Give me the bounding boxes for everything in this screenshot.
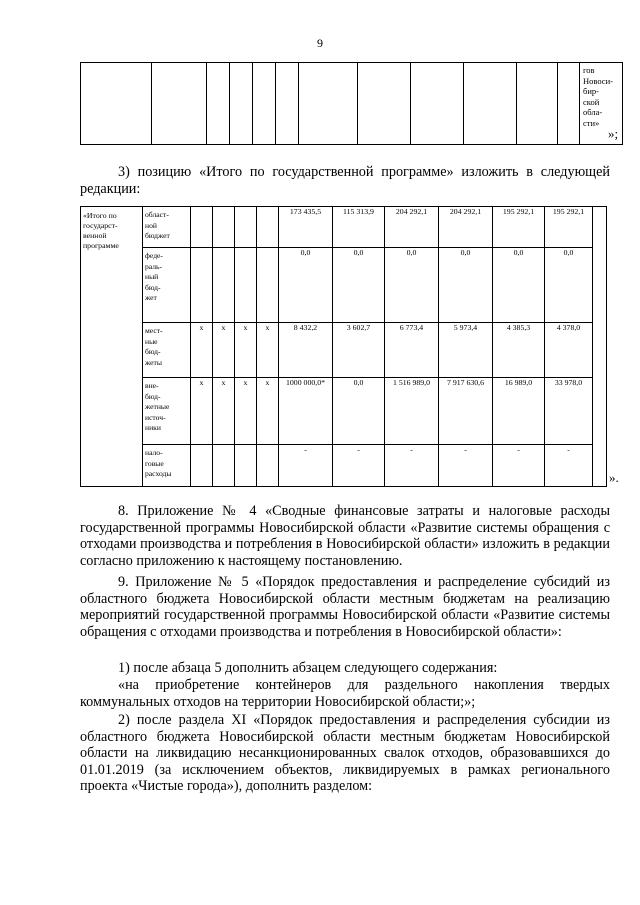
value-cell: -	[279, 445, 333, 487]
value-cell: -	[385, 445, 439, 487]
row-label-line: жеты	[145, 357, 162, 367]
marker-cell: х	[191, 378, 213, 445]
value-cell: 204 292,1	[439, 207, 493, 248]
fragment-cell	[517, 63, 558, 145]
row-label-cell	[143, 207, 191, 248]
row-label-line: жет	[145, 293, 157, 302]
value-cell: 0,0	[493, 248, 545, 323]
marker-cell: х	[257, 323, 279, 378]
row-label-line: ной	[145, 220, 157, 230]
fragment-cell	[558, 63, 580, 145]
marker-cell	[235, 445, 257, 487]
marker-cell: х	[235, 378, 257, 445]
value-cell: 0,0	[545, 248, 593, 323]
row-label-cell	[143, 248, 191, 323]
item-3-paragraph: 3) позицию «Итого по государственной программе» изложить в следующей редакции:	[80, 164, 610, 197]
marker-cell: х	[257, 378, 279, 445]
value-cell: 173 435,5	[279, 207, 333, 248]
fragment-cell	[152, 63, 207, 145]
row-header-line: государст-	[83, 221, 118, 230]
fragment-cell	[464, 63, 517, 145]
fragment-line: ской	[583, 96, 600, 107]
fragment-line: Новоси-	[583, 75, 613, 86]
table-row	[81, 323, 607, 378]
value-cell: 115 313,9	[333, 207, 385, 248]
row-label-line: бюд-	[145, 347, 161, 356]
marker-cell	[213, 207, 235, 248]
table-closing-mark: ».	[609, 470, 619, 485]
row-label-line: ный	[145, 272, 159, 281]
marker-cell: х	[213, 378, 235, 445]
marker-cell: х	[235, 323, 257, 378]
value-cell: 195 292,1	[545, 207, 593, 248]
marker-cell	[191, 207, 213, 248]
value-cell: 4 385,3	[493, 323, 545, 378]
marker-cell: х	[191, 323, 213, 378]
value-cell: 0,0	[439, 248, 493, 323]
row-label-line: раль-	[145, 261, 163, 271]
item-8-paragraph: 8. Приложение № 4 «Сводные финансовые затраты и налоговые расходы государственной программы Новосибирской области «Развитие системы обращения с отходами производства и потребления в Новосибирской области» изложить в редакции согласно приложению к настоящему постановлению.	[80, 503, 610, 569]
value-cell: 0,0	[333, 248, 385, 323]
table-row	[81, 207, 607, 248]
fragment-closing-mark: »;	[608, 126, 619, 141]
marker-cell: х	[213, 323, 235, 378]
row-header-cell	[81, 207, 143, 487]
subitem-1-paragraph: 1) после абзаца 5 дополнить абзацем следующего содержания:	[118, 660, 498, 676]
value-cell: 7 917 630,6	[439, 378, 493, 445]
row-label-line: жетные	[145, 402, 170, 411]
marker-cell	[213, 248, 235, 323]
fragment-line: бир-	[583, 86, 599, 96]
value-cell: -	[493, 445, 545, 487]
value-cell: 195 292,1	[493, 207, 545, 248]
previous-table-fragment	[80, 62, 623, 145]
empty-column	[593, 207, 607, 487]
table-row	[81, 378, 607, 445]
row-label-line: бюд-	[145, 391, 161, 401]
fragment-cell	[81, 63, 152, 145]
value-cell: 0,0	[279, 248, 333, 323]
fragment-cell	[299, 63, 358, 145]
row-header-line: «Итого по	[83, 211, 117, 220]
marker-cell	[191, 248, 213, 323]
fragment-cell	[230, 63, 253, 145]
row-label-cell	[143, 378, 191, 445]
program-total-table	[80, 206, 607, 487]
marker-cell	[257, 207, 279, 248]
fragment-cell	[358, 63, 411, 145]
row-header-line: программе	[83, 241, 119, 250]
row-label-line: расходы	[145, 469, 172, 478]
marker-cell	[191, 445, 213, 487]
value-cell: 1 516 989,0	[385, 378, 439, 445]
row-label-line: ные	[145, 336, 158, 346]
marker-cell	[257, 248, 279, 323]
row-label-line: ники	[145, 423, 161, 432]
fragment-cell	[253, 63, 276, 145]
quote-paragraph: «на приобретение контейнеров для раздельного накопления твердых коммунальных отходов на территории Новосибирской области;»;	[80, 677, 610, 710]
row-label-line: говые	[145, 458, 164, 468]
fragment-cell	[411, 63, 464, 145]
table-row	[81, 445, 607, 487]
value-cell: 0,0	[333, 378, 385, 445]
value-cell: 0,0	[385, 248, 439, 323]
value-cell: -	[439, 445, 493, 487]
row-header-line: венной	[83, 231, 107, 240]
value-cell: 8 432,2	[279, 323, 333, 378]
fragment-line: обла-	[583, 107, 603, 117]
row-label-line: мест-	[145, 326, 163, 335]
row-label-line: феде-	[145, 251, 163, 260]
value-cell: 16 989,0	[493, 378, 545, 445]
value-cell: 5 973,4	[439, 323, 493, 378]
item-9-paragraph: 9. Приложение № 5 «Порядок предоставления и распределение субсидий из областного бюджета Новосибирской области местным бюджетам на реализацию мероприятий государственной программы Новосибирской области «Развитие системы обращения с отходами производства и потребления в Новосибирской области»:	[80, 574, 610, 640]
value-cell: 204 292,1	[385, 207, 439, 248]
fragment-cell	[207, 63, 230, 145]
row-label-line: нало-	[145, 448, 163, 457]
row-label-line: вне-	[145, 381, 159, 390]
subitem-2-paragraph: 2) после раздела XI «Порядок предоставления и распределения субсидии из областного бюджета Новосибирской области местным бюджетам Новосибирской области на ликвидацию несанкционированных свалок отходов, образовавшихся до 01.01.2019 (за исключением объектов, ликвидируемых в рамках регионального проекта «Чистые города»), дополнить разделом:	[80, 712, 610, 794]
value-cell: 3 602,7	[333, 323, 385, 378]
row-label-line: источ-	[145, 412, 166, 422]
row-label-line: бюд-	[145, 282, 161, 292]
value-cell: -	[333, 445, 385, 487]
marker-cell	[235, 207, 257, 248]
marker-cell	[213, 445, 235, 487]
value-cell: 4 378,0	[545, 323, 593, 378]
value-cell: 6 773,4	[385, 323, 439, 378]
marker-cell	[235, 248, 257, 323]
fragment-cell	[276, 63, 299, 145]
value-cell: -	[545, 445, 593, 487]
row-label-line: област-	[145, 210, 169, 219]
fragment-line: гов	[583, 65, 595, 75]
row-label-cell	[143, 445, 191, 487]
row-label-cell	[143, 323, 191, 378]
row-label-line: бюджет	[145, 231, 170, 240]
value-cell: 1000 000,0*	[279, 378, 333, 445]
value-cell: 33 978,0	[545, 378, 593, 445]
page-number: 9	[317, 36, 323, 50]
table-row	[81, 248, 607, 323]
fragment-line: сти»	[583, 117, 600, 128]
marker-cell	[257, 445, 279, 487]
